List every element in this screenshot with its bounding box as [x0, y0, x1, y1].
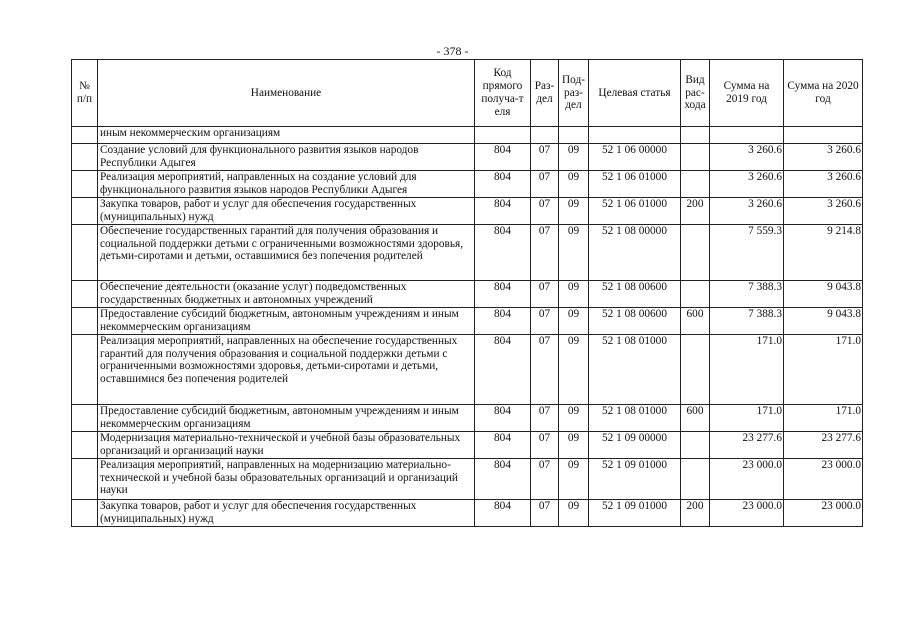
table-row — [72, 432, 863, 459]
header-sum-2020: Сумма на 2020 год — [784, 60, 863, 127]
table-row — [72, 171, 863, 198]
cell-code: 804 — [475, 198, 531, 225]
cell-name: Реализация мероприятий, направленных на создание условий для функционального развития языков народов Республики Адыгея — [98, 171, 475, 198]
cell-sum-2019 — [710, 127, 784, 144]
cell-subsection: 09 — [559, 281, 589, 308]
cell-name: иным некоммерческим организациям — [98, 127, 475, 144]
cell-subsection — [559, 127, 589, 144]
cell-section: 07 — [531, 459, 559, 500]
header-num: № п/п — [72, 60, 98, 127]
cell-num — [72, 225, 98, 281]
cell-subsection: 09 — [559, 500, 589, 527]
cell-target: 52 1 08 00600 — [589, 281, 681, 308]
cell-name: Предоставление субсидий бюджетным, автономным учреждениям и иным некоммерческим организациям — [98, 405, 475, 432]
cell-sum-2020: 171.0 — [784, 335, 863, 405]
cell-sum-2019: 171.0 — [710, 335, 784, 405]
cell-subsection: 09 — [559, 405, 589, 432]
cell-type — [681, 432, 710, 459]
cell-num — [72, 500, 98, 527]
cell-section — [531, 127, 559, 144]
cell-type — [681, 459, 710, 500]
table-row — [72, 144, 863, 171]
cell-num — [72, 308, 98, 335]
budget-table — [71, 59, 863, 527]
table-row — [72, 198, 863, 225]
cell-sum-2019: 7 388.3 — [710, 308, 784, 335]
cell-num — [72, 281, 98, 308]
cell-subsection: 09 — [559, 198, 589, 225]
cell-code: 804 — [475, 432, 531, 459]
cell-type: 200 — [681, 500, 710, 527]
cell-name: Предоставление субсидий бюджетным, автономным учреждениям и иным некоммерческим организациям — [98, 308, 475, 335]
header-expense-type: Вид рас-хода — [681, 60, 710, 127]
cell-target: 52 1 09 01000 — [589, 500, 681, 527]
cell-subsection: 09 — [559, 308, 589, 335]
cell-type — [681, 225, 710, 281]
cell-type: 600 — [681, 308, 710, 335]
header-code: Код прямого получа-т еля — [475, 60, 531, 127]
table-row — [72, 127, 863, 144]
cell-num — [72, 432, 98, 459]
cell-code: 804 — [475, 500, 531, 527]
cell-sum-2019: 23 000.0 — [710, 459, 784, 500]
cell-section: 07 — [531, 308, 559, 335]
table-row — [72, 335, 863, 405]
cell-sum-2020: 3 260.6 — [784, 198, 863, 225]
cell-sum-2019: 3 260.6 — [710, 144, 784, 171]
cell-sum-2020: 9 214.8 — [784, 225, 863, 281]
cell-target: 52 1 08 00000 — [589, 225, 681, 281]
cell-name: Реализация мероприятий, направленных на модернизацию материально-технической и учебной базы образовательных организаций и организаций науки — [98, 459, 475, 500]
cell-target: 52 1 09 01000 — [589, 459, 681, 500]
cell-target: 52 1 06 00000 — [589, 144, 681, 171]
cell-section: 07 — [531, 171, 559, 198]
table-header-row — [72, 60, 863, 127]
cell-num — [72, 127, 98, 144]
cell-sum-2019: 23 277.6 — [710, 432, 784, 459]
cell-subsection: 09 — [559, 335, 589, 405]
cell-code: 804 — [475, 144, 531, 171]
cell-sum-2019: 3 260.6 — [710, 198, 784, 225]
cell-sum-2020: 171.0 — [784, 405, 863, 432]
cell-name: Модернизация материально-технической и учебной базы образовательных организаций и организаций науки — [98, 432, 475, 459]
cell-section: 07 — [531, 500, 559, 527]
header-sum-2019: Сумма на 2019 год — [710, 60, 784, 127]
cell-type — [681, 171, 710, 198]
table-row — [72, 459, 863, 500]
cell-target: 52 1 06 01000 — [589, 171, 681, 198]
table-row — [72, 405, 863, 432]
cell-num — [72, 405, 98, 432]
cell-sum-2020: 23 000.0 — [784, 459, 863, 500]
cell-target: 52 1 09 00000 — [589, 432, 681, 459]
cell-section: 07 — [531, 225, 559, 281]
cell-num — [72, 171, 98, 198]
cell-section: 07 — [531, 432, 559, 459]
cell-num — [72, 459, 98, 500]
cell-sum-2020: 3 260.6 — [784, 144, 863, 171]
cell-sum-2019: 171.0 — [710, 405, 784, 432]
cell-type — [681, 144, 710, 171]
cell-section: 07 — [531, 281, 559, 308]
header-target: Целевая статья — [589, 60, 681, 127]
cell-num — [72, 144, 98, 171]
cell-sum-2019: 7 388.3 — [710, 281, 784, 308]
cell-subsection: 09 — [559, 459, 589, 500]
cell-code: 804 — [475, 459, 531, 500]
cell-code: 804 — [475, 171, 531, 198]
cell-code: 804 — [475, 405, 531, 432]
cell-target — [589, 127, 681, 144]
cell-sum-2020: 9 043.8 — [784, 308, 863, 335]
cell-type: 200 — [681, 198, 710, 225]
cell-name: Создание условий для функционального развития языков народов Республики Адыгея — [98, 144, 475, 171]
cell-sum-2020: 9 043.8 — [784, 281, 863, 308]
table-row — [72, 308, 863, 335]
cell-sum-2020 — [784, 127, 863, 144]
cell-sum-2019: 23 000.0 — [710, 500, 784, 527]
cell-type — [681, 281, 710, 308]
cell-name: Закупка товаров, работ и услуг для обеспечения государственных (муниципальных) нужд — [98, 500, 475, 527]
cell-target: 52 1 08 01000 — [589, 335, 681, 405]
header-name: Наименование — [98, 60, 475, 127]
cell-type — [681, 127, 710, 144]
cell-type — [681, 335, 710, 405]
cell-name: Обеспечение деятельности (оказание услуг) подведомственных государственных бюджетных и автономных учреждений — [98, 281, 475, 308]
page-number: - 378 - — [436, 44, 469, 58]
table-row — [72, 500, 863, 527]
cell-section: 07 — [531, 144, 559, 171]
cell-subsection: 09 — [559, 144, 589, 171]
cell-num — [72, 198, 98, 225]
cell-target: 52 1 08 01000 — [589, 405, 681, 432]
cell-sum-2019: 7 559.3 — [710, 225, 784, 281]
cell-code: 804 — [475, 225, 531, 281]
cell-code — [475, 127, 531, 144]
cell-num — [72, 335, 98, 405]
cell-code: 804 — [475, 308, 531, 335]
cell-name: Реализация мероприятий, направленных на обеспечение государственных гарантий для получения образования и социальной поддержки детьми с ограниченными возможностями здоровья, детьми-сиротами и детьми, оставшимися без попечения родителей — [98, 335, 475, 405]
cell-code: 804 — [475, 335, 531, 405]
cell-section: 07 — [531, 335, 559, 405]
cell-sum-2020: 3 260.6 — [784, 171, 863, 198]
cell-section: 07 — [531, 198, 559, 225]
cell-code: 804 — [475, 281, 531, 308]
cell-type: 600 — [681, 405, 710, 432]
cell-sum-2020: 23 000.0 — [784, 500, 863, 527]
cell-sum-2020: 23 277.6 — [784, 432, 863, 459]
cell-target: 52 1 06 01000 — [589, 198, 681, 225]
cell-subsection: 09 — [559, 171, 589, 198]
cell-name: Закупка товаров, работ и услуг для обеспечения государственных (муниципальных) нужд — [98, 198, 475, 225]
table-row — [72, 281, 863, 308]
header-section: Раз-дел — [531, 60, 559, 127]
cell-target: 52 1 08 00600 — [589, 308, 681, 335]
cell-subsection: 09 — [559, 432, 589, 459]
cell-name: Обеспечение государственных гарантий для получения образования и социальной поддержки детьми с ограниченными возможностями здоровья, детьми-сиротами и детьми, оставшимися без попечения родителей — [98, 225, 475, 281]
header-subsection: Под-раз-дел — [559, 60, 589, 127]
cell-section: 07 — [531, 405, 559, 432]
cell-subsection: 09 — [559, 225, 589, 281]
table-row — [72, 225, 863, 281]
cell-sum-2019: 3 260.6 — [710, 171, 784, 198]
